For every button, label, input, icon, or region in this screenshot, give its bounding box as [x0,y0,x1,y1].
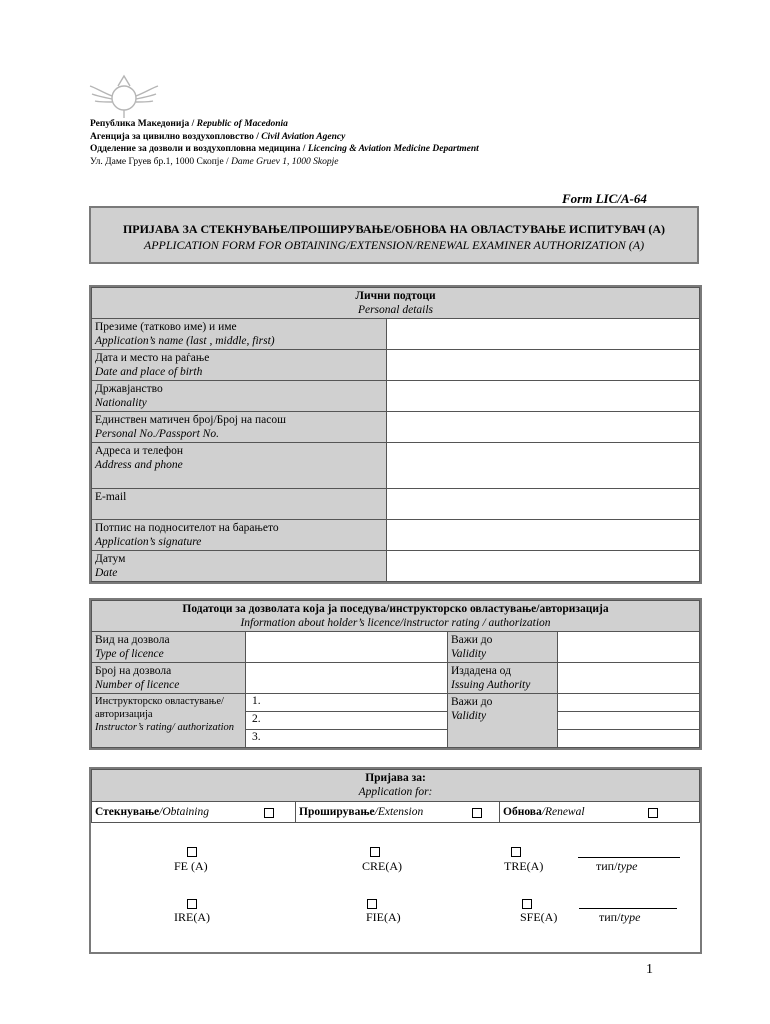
sfe-label: SFE(A) [520,910,558,924]
extension-checkbox[interactable] [472,808,482,818]
personal-details-section: Лични подтоци Personal details Презиме (татково име) и име Application’s name (last , middle, first) Дата и место на раѓање Date and place of birth Државјанство Nationality Единствен матичен број/Број на пасош Personal No./Passport No. Адреса и телефон Address and phone E-mail Потпис на подносителот на барањето Application’s signature Датум Date [89,285,702,584]
tre-checkbox[interactable] [511,847,521,857]
personal-no-field[interactable] [387,412,700,443]
signature-field[interactable] [387,520,700,551]
issuing-authority-field[interactable] [558,663,700,694]
personal-heading: Лични подтоци [355,290,436,302]
rating-3-field[interactable]: 3. [246,730,448,748]
sfe-type-line[interactable] [579,908,677,909]
tre-type-line[interactable] [578,857,680,858]
tre-label: TRE(A) [504,859,544,873]
agency-logo [88,72,160,120]
address-field[interactable] [387,443,700,489]
licence-validity-field[interactable] [558,632,700,663]
form-title: ПРИЈАВА ЗА СТЕКНУВАЊЕ/ПРОШИРУВАЊЕ/ОБНОВА НА ОВЛАСТУВАЊЕ ИСПИТУВАЧ (А) APPLICATION FORM FOR OBTAINING/EXTENSION/RENEWAL EXAMINER AUTHORIZATION (A) [89,206,699,264]
licence-number-field[interactable] [246,663,448,694]
obtaining-checkbox[interactable] [264,808,274,818]
rating-1-validity[interactable] [558,694,700,712]
birth-field[interactable] [387,350,700,381]
agency-header: Република Македонија / Republic of Macedonia Агенција за цивилно воздухопловство / Civil Aviation Agency Одделение за дозволи и воздухопловна медицина / Licencing & Aviation Medicine Department Ул. Даме Груев бр.1, 1000 Скопје / Dame Gruev 1, 1000 Skopje [90,119,479,167]
fie-checkbox[interactable] [367,899,377,909]
ire-checkbox[interactable] [187,899,197,909]
licence-section: Податоци за дозволата која ја поседува/инструкторско овластување/авторизација Information about holder’s licence/instructor rating / authorization Вид на дозвола Type of licence Важи до Validity Број на дозвола Number of licence Издадена од Issuing Authority Инструкторско овластување/ авторизација Instructor’s rating/ authorization 1. Важи до Validity 2. 3. [89,598,702,750]
fe-label: FE (A) [174,859,208,873]
cre-checkbox[interactable] [370,847,380,857]
cre-label: CRE(A) [362,859,402,873]
fe-checkbox[interactable] [187,847,197,857]
licence-type-field[interactable] [246,632,448,663]
name-field[interactable] [387,319,700,350]
date-field[interactable] [387,551,700,582]
rating-3-validity[interactable] [558,730,700,748]
sfe-type-label: тип/type [599,910,641,924]
rating-1-field[interactable]: 1. [246,694,448,712]
tre-type-label: тип/type [596,859,638,873]
rating-2-field[interactable]: 2. [246,712,448,730]
sfe-checkbox[interactable] [522,899,532,909]
application-section: Пријава за: Application for: Стекнување/Obtaining Проширување/Extension Обнова/Renewal FE (A) CRE(A) TRE(A) тип/type IRE(A) FIE(A) SFE(A) тип/type [89,767,702,954]
fie-label: FIE(A) [366,910,401,924]
nationality-field[interactable] [387,381,700,412]
ire-label: IRE(A) [174,910,210,924]
email-field[interactable] [387,489,700,520]
rating-2-validity[interactable] [558,712,700,730]
page-number: 1 [646,962,653,977]
form-number: Form LIC/A-64 [562,191,647,206]
renewal-checkbox[interactable] [648,808,658,818]
